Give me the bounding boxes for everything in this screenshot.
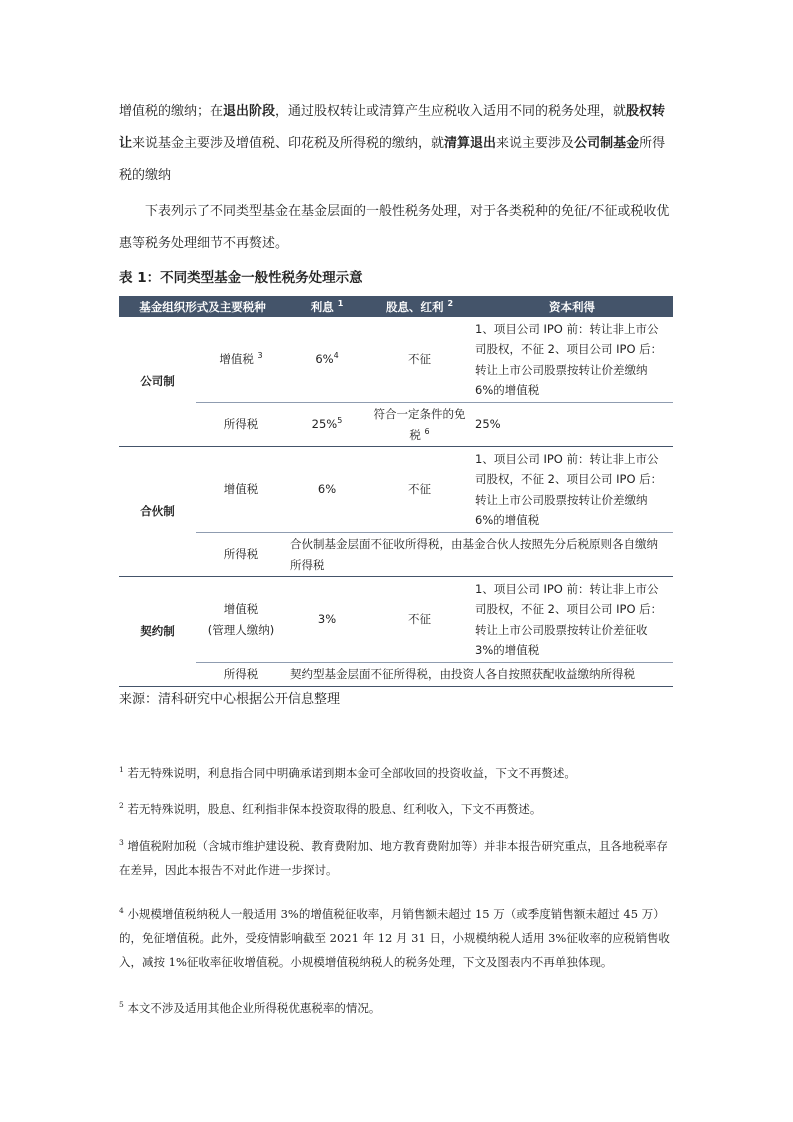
footnote-4: $^4$ 小规模增值税纳税人一般适用 3%的增值税征收率，月销售额未超过 15 万（或季度销售额未超过 45 万）的，免征增值税。此外，受疫情影响截至 2021 年 12 月 31 日，小规模纳税人适用 3%征收率的应税销售收入，减按 1%征收率征收增值税。小规模增值税纳税人的税务处理，下文及图表内不再单独体现。 xyxy=(119,906,670,969)
tax-type-cell: 所得税 xyxy=(196,533,286,577)
group-corporate: 公司制 xyxy=(140,374,175,389)
table-source: 来源：清科研究中心根据公开信息整理 xyxy=(119,692,341,707)
interest-cell: 6%$^4$ xyxy=(315,351,339,367)
table-title: 表 1：不同类型基金一般性税务处理示意 xyxy=(119,270,363,286)
footnote-3: $^3$ 增值税附加税（含城市维护建设税、教育费附加、地方教育费附加等）并非本报告研究重点，且各地税率存在差异，因此本报告不对此作进一步探讨。 xyxy=(119,838,668,877)
header-capital-gain: 资本利得 xyxy=(471,296,673,317)
tax-treatment-table xyxy=(119,296,673,687)
table-row xyxy=(119,447,673,533)
intro-paragraph-1: 增值税的缴纳；在退出阶段，通过股权转让或清算产生应税收入适用不同的税务处理，就股权转让来说基金主要涉及增值税、印花税及所得税的缴纳，就清算退出来说主要涉及公司制基金所得税的缴纳 xyxy=(119,104,666,183)
merged-note-cell: 契约型基金层面不征所得税，由投资人各自按照获配收益缴纳所得税 xyxy=(286,663,673,687)
tax-type-cell: 所得税 xyxy=(196,663,286,687)
tax-type-cell: 增值税 $^3$ xyxy=(219,351,263,367)
footnote-1: $^1$ 若无特殊说明，利息指合同中明确承诺到期本金可全部收回的投资收益，下文不再赘述。 xyxy=(119,765,576,780)
capital-gain-cell: 1、项目公司 IPO 前：转让非上市公司股权，不征 2、项目公司 IPO 后：转让上市公司股票按转让价差缴纳 6%的增值税 xyxy=(475,321,663,397)
dividend-cell: 不征 xyxy=(368,577,471,663)
dividend-cell: 不征 xyxy=(408,352,431,367)
interest-cell: 6% xyxy=(286,447,368,533)
header-org-form: 基金组织形式及主要税种 xyxy=(119,296,286,317)
dividend-cell: 符合一定条件的免税 $^6$ xyxy=(368,403,471,447)
interest-cell: 3% xyxy=(286,577,368,663)
tax-type-cell: 增值税 xyxy=(196,447,286,533)
interest-cell: 25%$^5$ xyxy=(286,403,368,447)
table-header-row xyxy=(119,296,673,317)
tax-type-cell: 增值税 (管理人缴纳) xyxy=(196,577,286,663)
bold-liquidation-exit: 清算退出 xyxy=(444,136,497,151)
footnote-5: $^5$ 本文不涉及适用其他企业所得税优惠税率的情况。 xyxy=(119,1000,381,1015)
bold-exit-stage: 退出阶段 xyxy=(223,104,276,119)
intro-paragraph-2: 下表列示了不同类型基金在基金层面的一般性税务处理，对于各类税种的免征/不征或税收优惠等税务处理细节不再赘述。 xyxy=(119,204,670,251)
group-partnership: 合伙制 xyxy=(119,447,196,577)
table-row xyxy=(119,403,673,447)
table-row xyxy=(119,533,673,577)
group-contractual: 契约制 xyxy=(119,577,196,687)
capital-gain-cell: 25% xyxy=(471,403,673,447)
dividend-cell: 不征 xyxy=(368,447,471,533)
bold-corporate-fund: 公司制基金 xyxy=(574,136,640,151)
capital-gain-cell: 1、项目公司 IPO 前：转让非上市公司股权，不征 2、项目公司 IPO 后：转让上市公司股票按转让价差缴纳 6%的增值税 xyxy=(471,447,673,533)
header-interest: 利息 $^1$ xyxy=(286,296,368,317)
header-dividend: 股息、红利 $^2$ xyxy=(368,296,471,317)
table-row xyxy=(119,577,673,663)
table-row xyxy=(119,317,673,403)
tax-type-cell: 所得税 xyxy=(196,403,286,447)
capital-gain-cell: 1、项目公司 IPO 前：转让非上市公司股权，不征 2、项目公司 IPO 后：转让上市公司股票按转让价差征收 3%的增值税 xyxy=(471,577,673,663)
merged-note-cell: 合伙制基金层面不征收所得税，由基金合伙人按照先分后税原则各自缴纳所得税 xyxy=(286,533,673,577)
table-row xyxy=(119,663,673,687)
footnote-2: $^2$ 若无特殊说明，股息、红利指非保本投资取得的股息、红利收入，下文不再赘述。 xyxy=(119,801,542,816)
bold-equity-transfer: 股权转让 xyxy=(119,104,666,151)
